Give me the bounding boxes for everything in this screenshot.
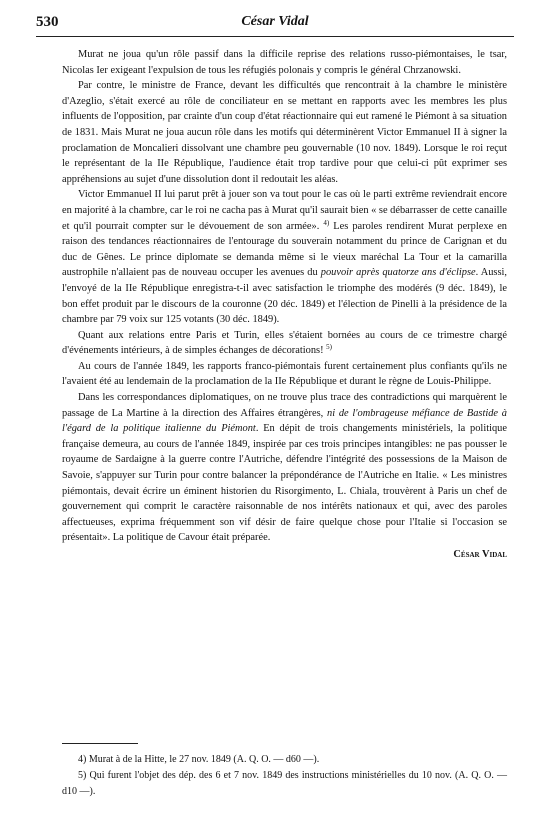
body-text (62, 47, 507, 563)
paragraph-6-text-b: . En dépit de trois changements ministériels, la politique française demeura, au cours de l'année 1849, inspirée par ces trois principes intangibles: ne pas pousser le royaume de Sardaigne à la guerre contre l'Autriche, défendre l'intégrité des possessions de la Maison de Savoie, s'appuyer sur Turin pour contre balancer la prépondérance de l'Autriche en Italie. « Les ministres piémontais, devait écrire un éminent historien du Risorgimento, L. Chiala, trouvèrent à Paris un chef de gouvernement qui comprit le caractère raisonnable de nos intérêts nationaux et qui, avec des paroles affectueuses, exprima fréquemment son vif désir de faire quelque chose pour l'Italie si l'occasion se présentait». La politique de Cavour était préparée. (62, 423, 507, 544)
paragraph-4-text: Quant aux relations entre Paris et Turin, elles s'étaient bornées au cours de ce trimestre chargé d'événements intérieurs, à de simples échanges de décorations! (62, 329, 507, 357)
footnote-ref-4: 4) (323, 218, 330, 227)
paragraph-2: Par contre, le ministre de France, devant les difficultés que rencontrait à la chambre le ministère d'Azeglio, s'était exercé au rôle de conciliateur en se mettant en rapports avec les membres les plus influents de l'opposition, par crainte d'un coup d'état réactionnaire qui eut ramené le Piémont à sa situation de 1831. Mais Murat ne joua aucun rôle dans les motifs qui déterminèrent Victor Emmanuel II à signer la proclamation de Moncalieri dissolvant une chambre peu gouvernable (10 nov. 1849). Lorsque le roi reçut le représentant de la IIe République, l'audience était trop tardive pour que celui-ci pût exprimer ses appréhensions au sujet d'une dissolution dont il redoutait les aléas. (62, 80, 507, 185)
running-header (36, 14, 514, 36)
paragraph-3-text-c: . Aussi, l'envoyé de la IIe République enregistra-t-il avec satisfaction le triomphe des modérés (9 déc. 1849), le bon effet produit par le discours de la couronne (20 déc. 1849) et l'élection de Pinelli à la présidence de la chambre par 79 voix sur 125 votants (30 déc. 1849). (62, 267, 507, 326)
page-number: 530 (36, 14, 59, 30)
paragraph-6-text-a: Dans les correspondances diplomatiques, on ne trouve plus trace des contradictions qui marquèrent le passage de La Martine à la direction des Affaires étrangères, (62, 392, 507, 419)
paragraph-3-italic: pouvoir après quatorze ans d'éclipse (320, 267, 476, 279)
author-signature: César Vidal (453, 549, 507, 560)
paragraph-6-italic: ni de l'ombrageuse méfiance de Bastide à l'égard de la politique italienne du Piémont (62, 407, 507, 435)
paragraph-3 (62, 187, 507, 327)
header-rule (36, 36, 514, 37)
footnote-rule (62, 743, 138, 744)
paragraph-5: Au cours de l'année 1849, les rapports franco-piémontais furent certainement plus confiants qu'ils ne l'avaient été au lendemain de la proclamation de la IIe République et durant le règne de Louis-Philippe. (62, 360, 507, 388)
paragraph-1: Murat ne joua qu'un rôle passif dans la difficile reprise des relations russo-piémontaises, le tsar, Nicolas Ier exigeant l'expulsion de tous les réfugiés polonais y compris le général Chrzanowski. (62, 49, 507, 76)
paragraph-3-text-a: Victor Emmanuel II lui parut prêt à jouer son va tout pour le cas où le parti extrême reviendrait encore en majorité à la chambre, car le roi ne cacha pas à Murat qu'il saurait bien « se débarrasser de cette canaille et qu'il pourrait compter sur le dévouement de son armée». (62, 189, 507, 232)
running-title: César Vidal (241, 14, 309, 29)
footnotes (62, 752, 507, 799)
footnote-ref-5: 5) (326, 343, 332, 352)
paragraph-6 (62, 390, 507, 546)
footnote-4: 4) Murat à de la Hitte, le 27 nov. 1849 (A. Q. O. — d60 —). (78, 754, 320, 765)
footnote-5: 5) Qui furent l'objet des dép. des 6 et 7 nov. 1849 des instructions ministérielles du 10 nov. (A. Q. O. — d10 —). (62, 769, 507, 797)
paragraph-3-text-b: Les paroles rendirent Murat perplexe en raison des tendances réactionnaires de l'entourage du souverain notamment du prince de Carignan et du duc de Gênes. Le prince diplomate se demanda même si le vieux maréchal La Tour et la camarilla austrophile n'allaient pas de nouveau occuper les avenues du (62, 220, 507, 279)
paragraph-4 (62, 328, 507, 359)
